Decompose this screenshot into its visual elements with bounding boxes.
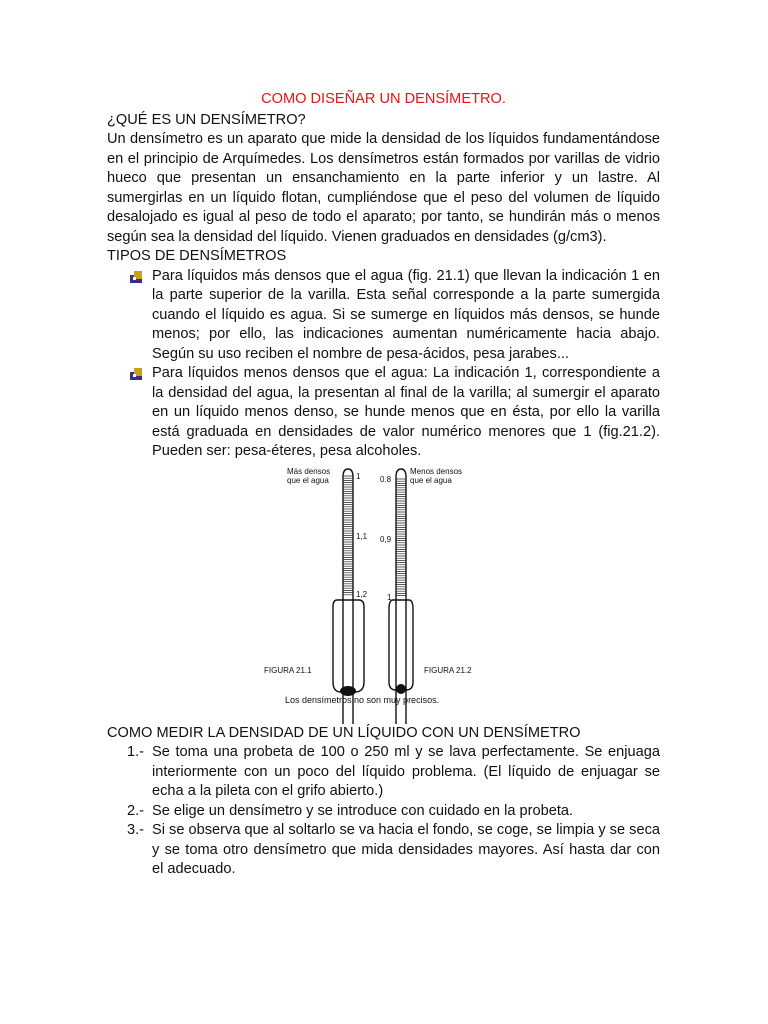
right-tick-2: 0,9 [380,534,392,544]
document-content [107,90,660,880]
step-number: 2.- [127,802,145,819]
section-heading-what: ¿QUÉ ES UN DENSÍMETRO? [107,111,306,128]
step-text: Si se observa que al soltarlo se va hacia el fondo, se coge, se limpia y se seca y se toma otro densímetro que mida densidades mayores. Así hasta dar con el adecuado. [152,822,660,877]
bullet-arrow-icon [129,367,143,381]
right-tick-1: 0.8 [380,474,392,484]
list-item [107,802,660,822]
densimeter-figure [107,462,660,724]
step-number: 1.- [127,744,145,760]
list-item [107,267,660,365]
list-item-text: Para líquidos más densos que el agua (fig. 21.1) que llevan la indicación 1 en la parte superior de la varilla. Esta señal corresponde a la parte sumergida cuando el líquido es agua. Si se sumerge en líquidos más densos, se hunde menos; por ello, las indicaciones aumentan numéricamente hacia abajo. Según su uso reciben el nombre de pesa-ácidos, pesa jarabes... [152,267,660,362]
paragraph-what: Un densímetro es un aparato que mide la densidad de los líquidos fundamentándose en el principio de Arquímedes. Los densímetros están formados por varillas de vidrio hueco que presentan un ensanchamiento en la parte inferior y un lastre. Al sumergirlas en un líquido flotan, cumpliéndose que el peso del volumen de líquido desalojado es igual al peso de todo el aparato; por tanto, se hundirán más o menos según sea la densidad del líquido. Vienen graduados en densidades (g/cm3). [107,131,660,245]
section-heading-types: TIPOS DE DENSÍMETROS [107,248,287,264]
step-text: Se toma una probeta de 100 o 250 ml y se lava perfectamente. Se enjuaga interiormente con un poco del líquido problema. (El líquido de enjuagar se echa a la pileta con el grifo abierto.) [152,744,660,799]
document-title: COMO DISEÑAR UN DENSÍMETRO. [261,91,506,107]
bullet-arrow-icon [129,270,143,284]
left-caption: FIGURA 21.1 [264,665,312,675]
section-heading-measure: COMO MEDIR LA DENSIDAD DE UN LÍQUIDO CON UN DENSÍMETRO [107,724,581,741]
left-label-line1: Más densos [287,466,331,476]
list-item [107,743,660,802]
left-tick-2: 1,1 [356,531,368,541]
right-label-line1: Menos densos [410,466,463,476]
types-list [107,267,660,462]
densimeter-heavy [264,467,368,724]
list-item [107,364,660,462]
step-text: Se elige un densímetro y se introduce con cuidado en la probeta. [152,802,574,819]
left-tick-1: 1 [356,471,361,481]
step-number: 3.- [127,822,145,838]
list-item [107,821,660,880]
figure-caption: Los densímetros no son muy precisos. [285,694,440,705]
right-label-line2: que el agua [410,475,452,485]
right-tick-3: 1 [387,592,392,602]
list-item-text: Para líquidos menos densos que el agua: La indicación 1, correspondiente a la densidad del agua, la presentan al final de la varilla; al sumergir el aparato en un líquido menos denso, se hunde menos que en ésta, por ello la varilla está graduada en densidades de valor numérico menores que 1 (fig.21.2). Pueden ser: pesa-éteres, pesa alcoholes. [152,365,660,459]
left-label-line2: que el agua [287,475,329,485]
left-tick-3: 1,2 [356,589,368,599]
right-caption: FIGURA 21.2 [424,665,472,675]
densimeter-illustration [107,462,660,724]
densimeter-light [380,467,472,724]
measure-steps-list [107,743,660,880]
